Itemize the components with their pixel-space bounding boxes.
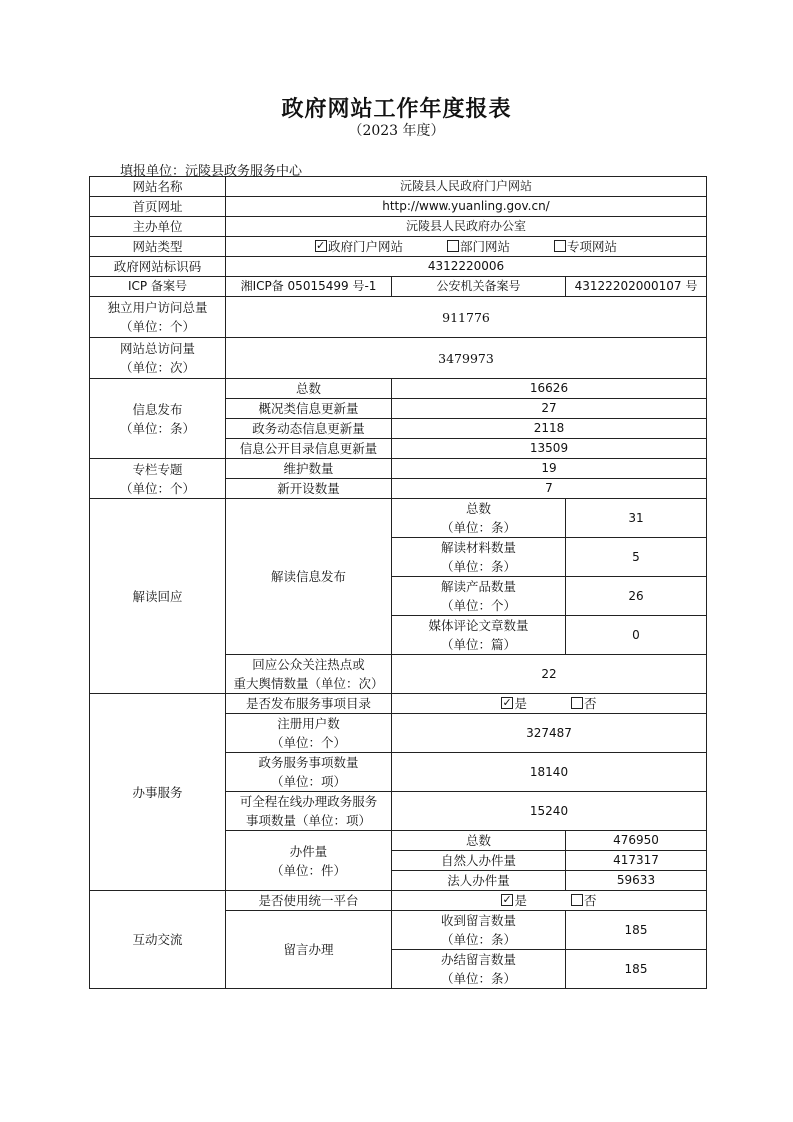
police-record-value: 43122202000107 号 xyxy=(566,277,707,297)
users-value: 327487 xyxy=(392,714,707,753)
yes-option: 是 xyxy=(514,696,527,711)
checkbox-empty-icon xyxy=(554,240,566,252)
row-info-total xyxy=(90,379,707,399)
info-row-label: 信息公开目录信息更新量 xyxy=(226,439,392,459)
cases-row-label: 法人办件量 xyxy=(392,871,566,891)
no-option: 否 xyxy=(583,893,597,908)
interpret-row-value: 0 xyxy=(566,616,707,655)
cases-row-value: 476950 xyxy=(566,831,707,851)
info-row-value: 13509 xyxy=(392,439,707,459)
online-label: 可全程在线办理政务服务 事项数量（单位：项） xyxy=(226,792,392,831)
column-row-label: 维护数量 xyxy=(226,459,392,479)
site-code-value: 4312220006 xyxy=(226,257,707,277)
row-homepage xyxy=(90,197,707,217)
site-type-option: 专项网站 xyxy=(566,239,617,254)
row-page-views xyxy=(90,338,707,379)
checkbox-checked-icon xyxy=(501,697,513,709)
respond-value: 22 xyxy=(392,655,707,694)
msg-row-value: 185 xyxy=(566,911,707,950)
interpret-row-label: 解读材料数量 （单位：条） xyxy=(392,538,566,577)
cases-label: 办件量 （单位：件） xyxy=(226,831,392,891)
yes-option: 是 xyxy=(514,893,527,908)
checkbox-empty-icon xyxy=(447,240,459,252)
sponsor-value: 沅陵县人民政府办公室 xyxy=(226,217,707,237)
interpret-sub-label: 解读信息发布 xyxy=(226,499,392,655)
interpret-row-value: 5 xyxy=(566,538,707,577)
report-table xyxy=(89,176,707,989)
cases-row-value: 417317 xyxy=(566,851,707,871)
interpret-row-label: 媒体评论文章数量 （单位：篇） xyxy=(392,616,566,655)
msg-label: 留言办理 xyxy=(226,911,392,989)
checkbox-empty-icon xyxy=(571,697,583,709)
icp-label: ICP 备案号 xyxy=(90,277,226,297)
platform-options xyxy=(392,891,707,911)
filling-unit: 填报单位：沅陵县政务服务中心 xyxy=(120,164,303,179)
row-site-type xyxy=(90,237,707,257)
row-site-code xyxy=(90,257,707,277)
site-code-label: 政府网站标识码 xyxy=(90,257,226,277)
items-value: 18140 xyxy=(392,753,707,792)
pv-label: 网站总访问量 （单位：次） xyxy=(90,338,226,379)
site-name-value: 沅陵县人民政府门户网站 xyxy=(226,177,707,197)
site-type-options xyxy=(226,237,707,257)
interpret-row-label: 解读产品数量 （单位：个） xyxy=(392,577,566,616)
cases-row-label: 总数 xyxy=(392,831,566,851)
service-catalog-options xyxy=(392,694,707,714)
column-label: 专栏专题 （单位：个） xyxy=(90,459,226,499)
checkbox-checked-icon xyxy=(501,894,513,906)
interpret-label: 解读回应 xyxy=(90,499,226,694)
info-row-label: 总数 xyxy=(226,379,392,399)
info-row-label: 政务动态信息更新量 xyxy=(226,419,392,439)
row-sponsor xyxy=(90,217,707,237)
msg-row-value: 185 xyxy=(566,950,707,989)
uv-label: 独立用户访问总量 （单位：个） xyxy=(90,297,226,338)
cases-row-label: 自然人办件量 xyxy=(392,851,566,871)
site-name-label: 网站名称 xyxy=(90,177,226,197)
items-label: 政务服务事项数量 （单位：项） xyxy=(226,753,392,792)
row-platform xyxy=(90,891,707,911)
no-option: 否 xyxy=(583,696,597,711)
column-row-label: 新开设数量 xyxy=(226,479,392,499)
column-row-value: 7 xyxy=(392,479,707,499)
service-catalog-label: 是否发布服务事项目录 xyxy=(226,694,392,714)
cases-row-value: 59633 xyxy=(566,871,707,891)
info-label: 信息发布 （单位：条） xyxy=(90,379,226,459)
msg-row-label: 办结留言数量 （单位：条） xyxy=(392,950,566,989)
homepage-label: 首页网址 xyxy=(90,197,226,217)
info-row-value: 27 xyxy=(392,399,707,419)
info-row-label: 概况类信息更新量 xyxy=(226,399,392,419)
row-column-maintained xyxy=(90,459,707,479)
pv-value: 3479973 xyxy=(226,338,707,379)
report-title: 政府网站工作年度报表 xyxy=(281,96,512,122)
row-site-name xyxy=(90,177,707,197)
checkbox-empty-icon xyxy=(571,894,583,906)
icp-value: 湘ICP备 05015499 号-1 xyxy=(226,277,392,297)
row-icp xyxy=(90,277,707,297)
service-label: 办事服务 xyxy=(90,694,226,891)
online-value: 15240 xyxy=(392,792,707,831)
homepage-value: http://www.yuanling.gov.cn/ xyxy=(226,197,707,217)
uv-value: 911776 xyxy=(226,297,707,338)
site-type-option: 政府门户网站 xyxy=(327,239,403,254)
users-label: 注册用户数 （单位：个） xyxy=(226,714,392,753)
respond-label: 回应公众关注热点或 重大舆情数量（单位：次） xyxy=(226,655,392,694)
site-type-label: 网站类型 xyxy=(90,237,226,257)
interpret-row-value: 26 xyxy=(566,577,707,616)
interpret-row-value: 31 xyxy=(566,499,707,538)
row-interpret-total xyxy=(90,499,707,538)
msg-row-label: 收到留言数量 （单位：条） xyxy=(392,911,566,950)
info-row-value: 2118 xyxy=(392,419,707,439)
site-type-option: 部门网站 xyxy=(459,239,510,254)
info-row-value: 16626 xyxy=(392,379,707,399)
police-record-label: 公安机关备案号 xyxy=(392,277,566,297)
sponsor-label: 主办单位 xyxy=(90,217,226,237)
interact-label: 互动交流 xyxy=(90,891,226,989)
column-row-value: 19 xyxy=(392,459,707,479)
checkbox-checked-icon xyxy=(315,240,327,252)
row-unique-visitors xyxy=(90,297,707,338)
interpret-row-label: 总数 （单位：条） xyxy=(392,499,566,538)
report-year: （2023 年度） xyxy=(348,123,445,139)
row-service-catalog xyxy=(90,694,707,714)
platform-label: 是否使用统一平台 xyxy=(226,891,392,911)
